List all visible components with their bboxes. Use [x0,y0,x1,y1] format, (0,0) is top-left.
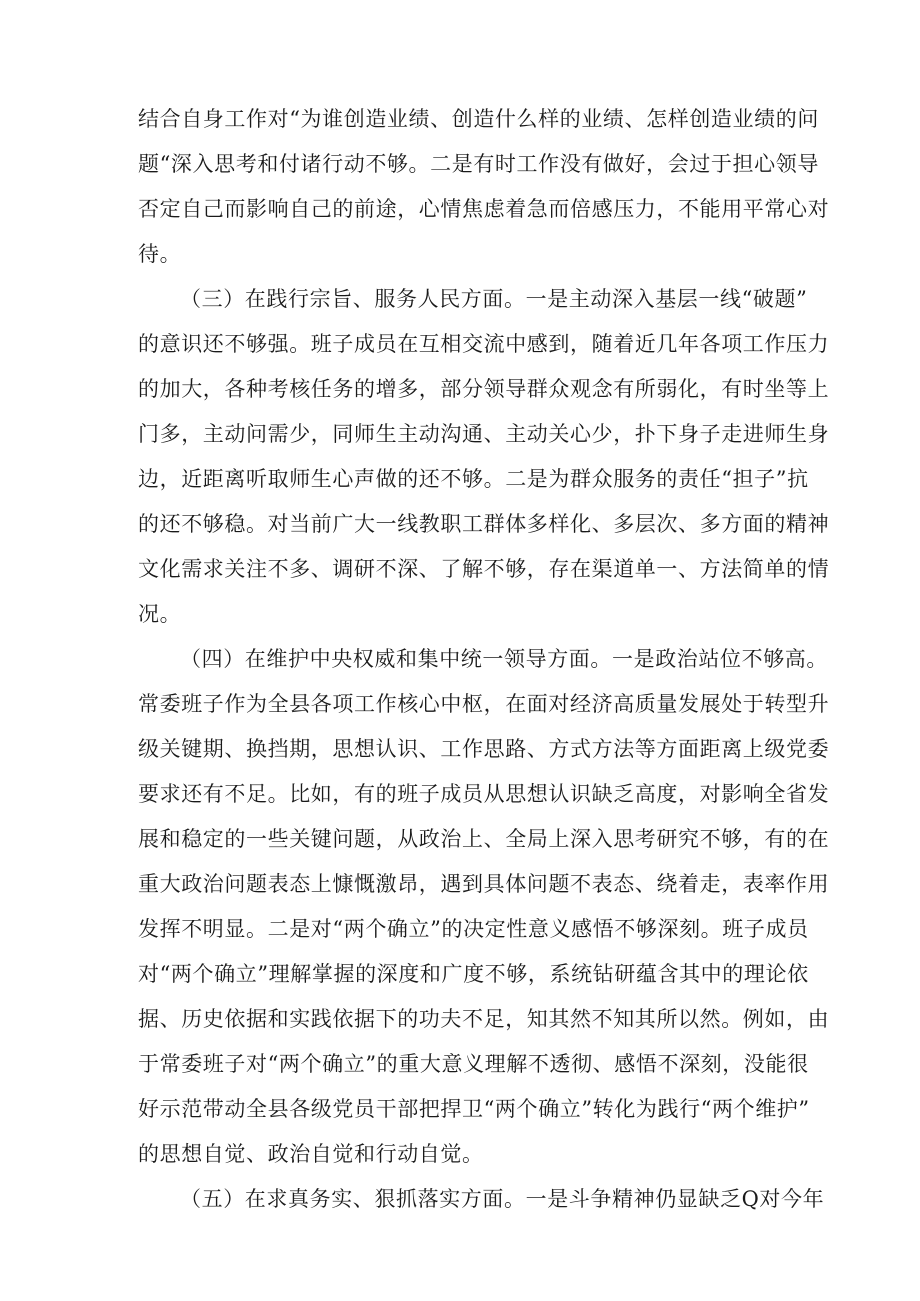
body-text-line: 边，近距离听取师生心声做的还不够。二是为群众服务的责任“担子”抗 [138,467,809,491]
body-text-line: 于常委班子对“两个确立”的重大意义理解不透彻、感悟不深刻，没能很 [138,1052,809,1076]
body-text-line: 重大政治问题表态上慷慨激昂，遇到具体问题不表态、绕着走，表率作用 [138,872,830,896]
body-text-line: 据、历史依据和实践依据下的功夫不足，知其然不知其所以然。例如，由 [138,1007,830,1031]
body-text-line: 要求还有不足。比如，有的班子成员从思想认识缺乏高度，对影响全省发 [138,782,830,806]
body-text-line: 的思想自觉、政治自觉和行动自觉。 [138,1142,484,1166]
body-text-line: 的意识还不够强。班子成员在互相交流中感到，随着近几年各项工作压力 [138,332,830,356]
body-text-line: 否定自己而影响自己的前途，心情焦虑着急而倍感压力，不能用平常心对 [138,197,830,221]
body-text-line: 展和稳定的一些关键问题，从政治上、全局上深入思考研究不够，有的在 [138,827,830,851]
body-text-line: 的还不够稳。对当前广大一线教职工群体多样化、多层次、多方面的精神 [138,512,830,536]
body-text-line: 对“两个确立”理解掌握的深度和广度不够，系统钻研蕴含其中的理论依 [138,962,809,986]
body-text-line: 文化需求关注不多、调研不深、了解不够，存在渠道单一、方法简单的情 [138,557,830,581]
body-text-line: 级关键期、换挡期，思想认识、工作思路、方式方法等方面距离上级党委 [138,737,830,761]
section-heading-line: （三）在践行宗旨、服务人民方面。一是主动深入基层一线“破题” [180,287,808,311]
body-text-line: 好示范带动全县各级党员干部把捍卫“两个确立”转化为践行“两个维护” [138,1097,810,1121]
body-text-line: 常委班子作为全县各项工作核心中枢，在面对经济高质量发展处于转型升 [138,692,830,716]
body-text-line: 结合自身工作对“为谁创造业绩、创造什么样的业绩、怎样创造业绩的问 [138,107,819,131]
body-text-line: 的加大，各种考核任务的增多，部分领导群众观念有所弱化，有时坐等上 [138,377,830,401]
section-heading-line: （四）在维护中央权威和集中统一领导方面。一是政治站位不够高。 [180,647,828,671]
body-text-line: 门多，主动问需少，同师生主动沟通、主动关心少，扑下身子走进师生身 [138,422,830,446]
body-text-line: 况。 [138,602,182,626]
body-text-line: 发挥不明显。二是对“两个确立”的决定性意义感悟不够深刻。班子成员 [138,917,809,941]
body-text-line: 待。 [138,242,182,266]
body-text-line: 题“深入思考和付诸行动不够。二是有时工作没有做好，会过于担心领导 [138,152,819,176]
section-heading-line: （五）在求真务实、狠抓落实方面。一是斗争精神仍显缺乏Q对今年 [180,1187,825,1211]
